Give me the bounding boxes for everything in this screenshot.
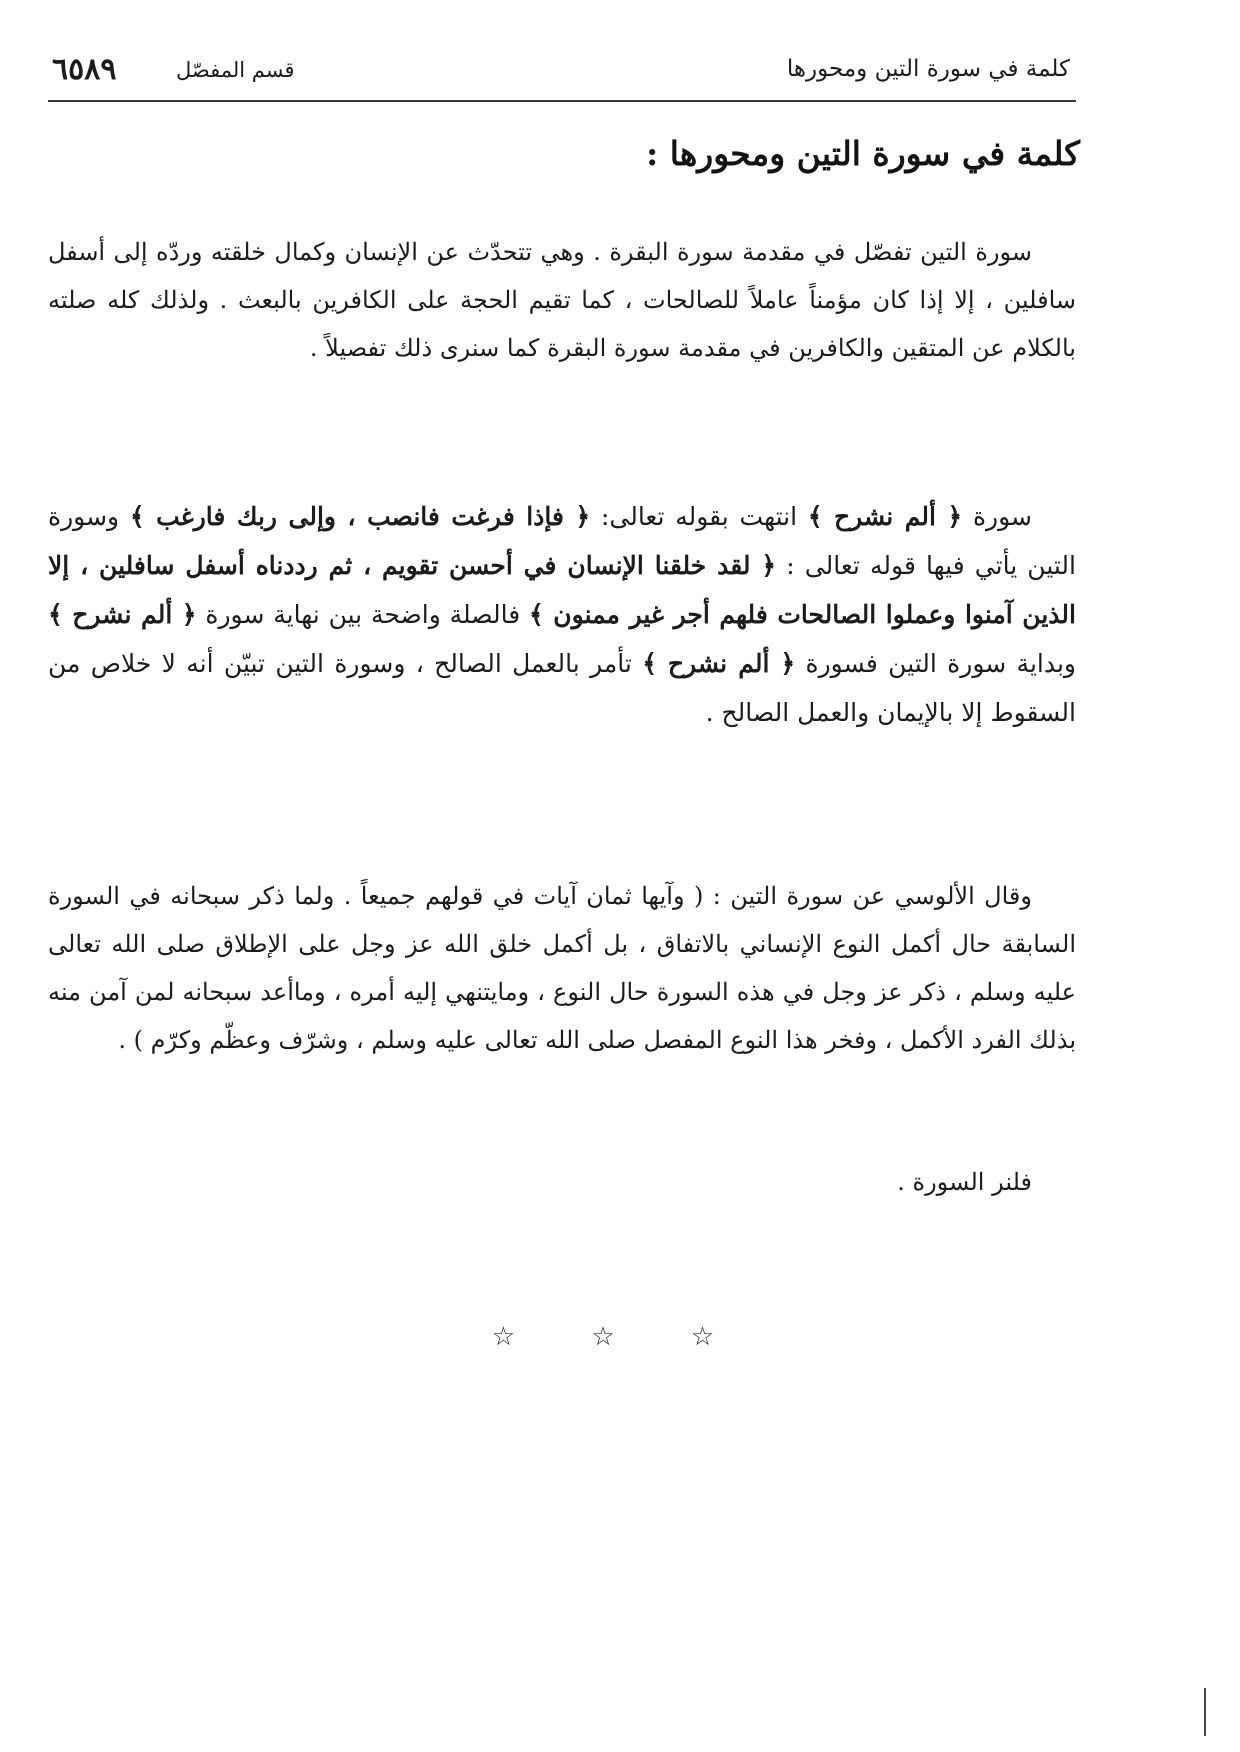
quran-quote: ﴿ فإذا فرغت فانصب ، وإلى ربك فارغب ﴾ — [129, 502, 591, 531]
quran-quote: ﴿ ألم نشرح ﴾ — [642, 649, 796, 678]
paragraph-closing — [48, 1158, 1076, 1206]
paragraph-closing-text: فلنر السورة . — [897, 1168, 1032, 1196]
running-header-title: كلمة في سورة التين ومحورها — [786, 56, 1070, 82]
section-separator: ☆ ☆ ☆ — [491, 1322, 749, 1352]
text-segment: فالصلة واضحة بين نهاية سورة — [205, 600, 521, 629]
running-header-section: قسم المفصّل — [176, 58, 295, 82]
paragraph-alusi-text: وقال الألوسي عن سورة التين : ( وآيها ثمان آيات في قولهم جميعاً . ولما ذكر سبحانه في السورة السابقة حال أكمل النوع الإنساني بالاتفاق ، بل أكمل خلق الله عز وجل على الإطلاق صلى الله تعالى عليه وسلم ، ذكر عز وجل في هذه السورة حال النوع ، ومايتنهي إليه أمره ، وماأعد سبحانه لمن آمن منه بذلك الفرد الأكمل ، وفخر هذا النوع المفصل صلى الله تعالى عليه وسلم ، وشرّف وعظّم وكرّم ) . — [48, 882, 1076, 1054]
section-heading: كلمة في سورة التين ومحورها : — [646, 134, 1080, 173]
scan-edge-mark — [1204, 1688, 1206, 1736]
text-segment: وبداية سورة التين فسورة — [805, 649, 1077, 678]
paragraph-connection — [48, 492, 1076, 737]
quran-quote: ﴿ ألم نشرح ﴾ — [807, 502, 963, 531]
quran-quote: ﴿ لقد خلقنا الإنسان في أحسن تقويم ، ثم رددناه أسفل سافلين ، إلا الذين آمنوا وعملوا الصالحات فلهم أجر غير ممنون ﴾ — [48, 551, 1076, 629]
page-number: ٦٥٨٩ — [52, 52, 117, 87]
paragraph-alusi-quote — [48, 872, 1076, 1064]
paragraph-intro — [48, 228, 1076, 372]
quran-quote: ﴿ ألم نشرح ﴾ — [48, 600, 197, 629]
text-segment: انتهت بقوله تعالى: — [600, 502, 798, 531]
text-segment: تأمر بالعمل الصالح ، وسورة التين تبيّن أنه لا خلاص من السقوط إلا بالإيمان والعمل الصالح . — [48, 649, 1076, 727]
text-segment: سورة — [972, 502, 1032, 531]
running-header — [48, 52, 1076, 102]
paragraph-intro-text: سورة التين تفصّل في مقدمة سورة البقرة . وهي تتحدّث عن الإنسان وكمال خلقته وردّه إلى أسفل سافلين ، إلا إذا كان مؤمناً عاملاً للصالحات ، كما تقيم الحجة على الكافرين بالبعث . ولذلك كله صلته بالكلام عن المتقين والكافرين في مقدمة سورة البقرة كما سنرى ذلك تفصيلاً . — [48, 238, 1076, 362]
text-segment: وسورة التين يأتي فيها قوله تعالى : — [48, 502, 1076, 580]
